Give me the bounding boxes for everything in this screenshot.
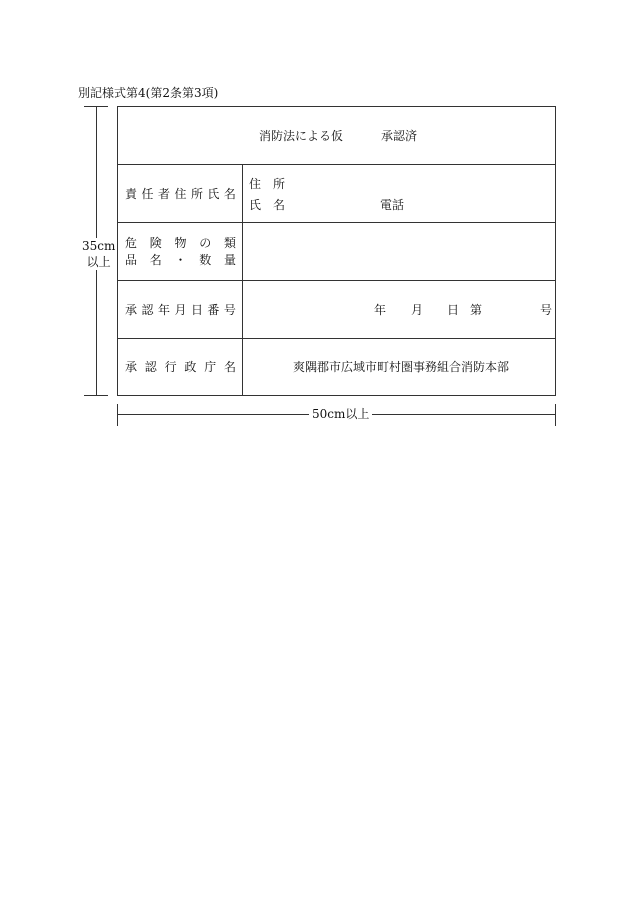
approval-date-label-cell xyxy=(118,281,243,338)
address-label-1: 住 xyxy=(249,177,262,191)
height-label-value: 35cm xyxy=(82,239,116,253)
authority-label-cell xyxy=(118,339,243,395)
responsible-row xyxy=(118,165,555,223)
approval-date-value-cell xyxy=(243,281,555,338)
height-label-suffix: 以上 xyxy=(86,255,111,269)
header-text: 消防法による仮 xyxy=(259,129,344,143)
year-label: 年 xyxy=(374,303,387,317)
phone-label: 電話 xyxy=(380,198,405,212)
day-label: 日 xyxy=(447,303,460,317)
width-marker-right xyxy=(555,404,556,426)
name-label-1: 氏 xyxy=(249,198,262,212)
month-label: 月 xyxy=(411,303,424,317)
address-label-2: 所 xyxy=(273,177,286,191)
hazard-label-cell xyxy=(118,223,243,280)
approval-date-row xyxy=(118,281,555,339)
hazard-row xyxy=(118,223,555,281)
width-label: 50cm以上 xyxy=(309,407,372,421)
name-label-2: 名 xyxy=(273,198,286,212)
width-marker-left xyxy=(117,404,118,426)
approval-date-label: 承 認 年 月 日 番 号 xyxy=(125,303,236,317)
authority-label: 承 認 行 政 庁 名 xyxy=(125,360,236,374)
hazard-label-line2: 品 名 ・ 数 量 xyxy=(125,253,236,267)
authority-value: 爽隅郡市広域市町村圏事務組合消防本部 xyxy=(293,360,510,374)
form-header-row xyxy=(118,107,555,165)
form-caption: 別記様式第4(第2条第3項) xyxy=(78,86,219,100)
responsible-label: 責 任 者 住 所 氏 名 xyxy=(125,187,236,201)
header-suffix: 承認済 xyxy=(381,129,418,143)
responsible-value-cell xyxy=(243,165,555,222)
height-marker-bottom xyxy=(84,395,108,396)
responsible-label-cell xyxy=(118,165,243,222)
authority-value-cell xyxy=(243,339,555,395)
hazard-value-cell xyxy=(243,223,555,280)
number-prefix: 第 xyxy=(470,303,483,317)
authority-row xyxy=(118,339,555,395)
hazard-label-line1: 危 険 物 の 類 xyxy=(125,236,236,250)
approval-sign-form xyxy=(117,106,556,396)
number-suffix: 号 xyxy=(540,303,553,317)
height-label xyxy=(82,238,115,270)
